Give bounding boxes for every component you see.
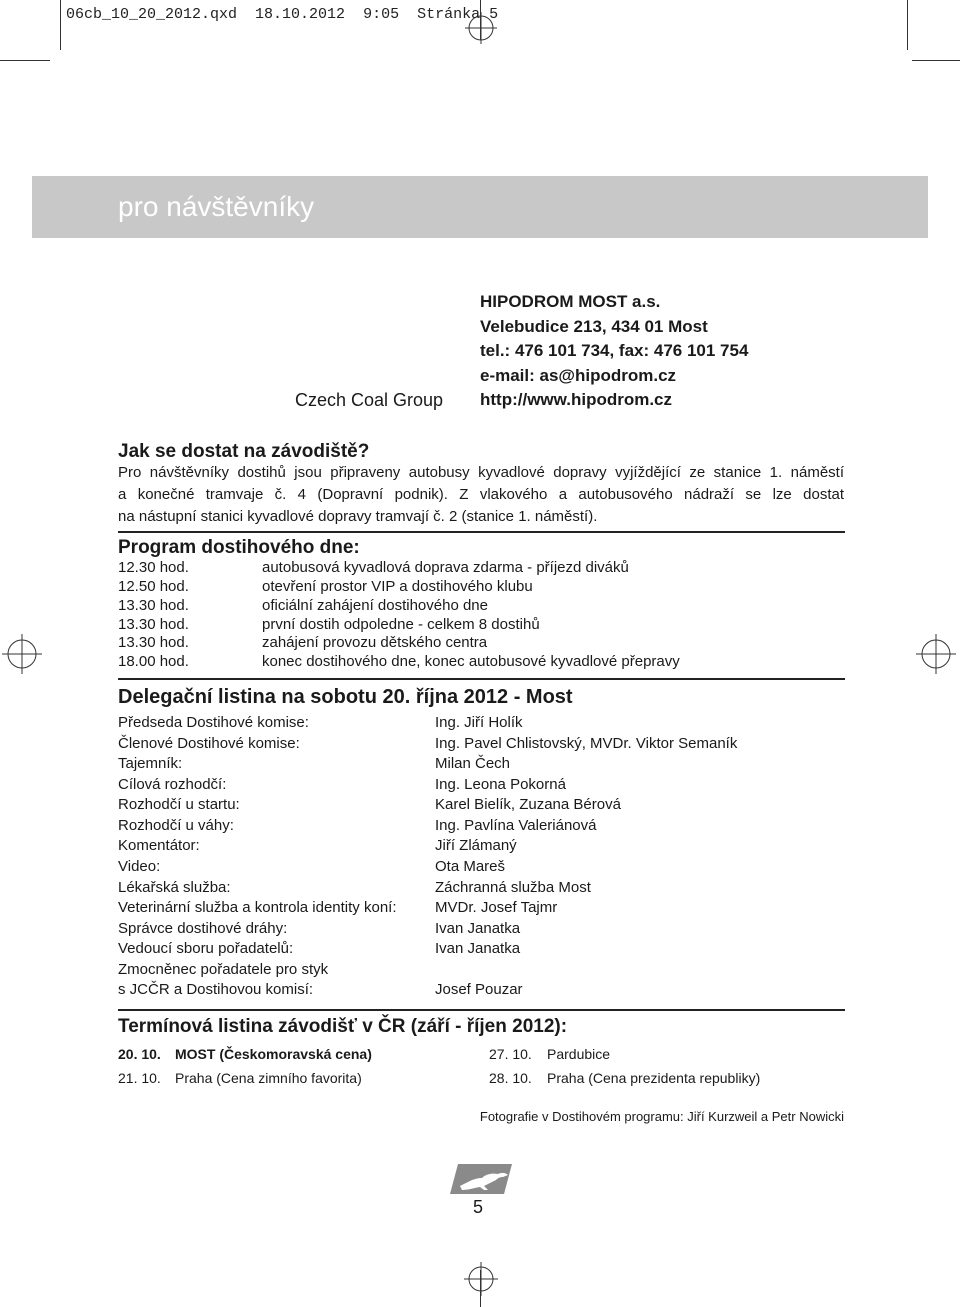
delegation-name: Ing. Jiří Holík xyxy=(435,714,523,731)
delegation-name: Karel Bielík, Zuzana Bérová xyxy=(435,796,621,813)
program-text: konec dostihového dne, konec autobusové kyvadlové přepravy xyxy=(262,653,680,670)
contact-email[interactable]: e-mail: as@hipodrom.cz xyxy=(480,365,677,385)
program-text: první dostih odpoledne - celkem 8 dostihů xyxy=(262,616,540,633)
photo-credits: Fotografie v Dostihovém programu: Jiří Kurzweil a Petr Nowicki xyxy=(479,1109,844,1124)
brand-name: Czech Coal Group xyxy=(295,390,444,410)
delegation-name: Ivan Janatka xyxy=(435,940,521,957)
delegation-role: Cílová rozhodčí: xyxy=(118,776,227,793)
delegation-role: Komentátor: xyxy=(118,837,200,854)
registration-mark-right xyxy=(916,634,956,674)
page-number: 5 xyxy=(473,1197,484,1217)
program-time: 13.30 hod. xyxy=(118,597,189,614)
contact-website[interactable]: http://www.hipodrom.cz xyxy=(480,390,673,409)
delegation-role: s JCČR a Dostihovou komisí: xyxy=(118,981,314,998)
program-text: autobusová kyvadlová doprava zdarma - příjezd diváků xyxy=(262,559,629,576)
delegation-heading: Delegační listina na sobotu 20. října 2012 - Most xyxy=(118,686,573,708)
contact-address: Velebudice 213, 434 01 Most xyxy=(480,316,708,336)
delegation-role: Členové Dostihové komise: xyxy=(118,735,300,752)
registration-mark-bottom xyxy=(464,1262,498,1296)
delegation-name: Ing. Pavlína Valeriánová xyxy=(435,817,597,834)
schedule-place: Praha (Cena zimního favorita) xyxy=(175,1070,362,1086)
program-time: 12.30 hod. xyxy=(118,559,189,576)
delegation-role: Veterinární služba a kontrola identity koní: xyxy=(118,899,397,916)
delegation-role: Správce dostihové dráhy: xyxy=(118,920,288,937)
program-heading: Program dostihového dne: xyxy=(118,537,360,558)
directions-line: Pro návštěvníky dostihů jsou připraveny autobusy kyvadlové dopravy vyjíždějící ze stanice 1. náměstí xyxy=(118,464,844,481)
contact-company: HIPODROM MOST a.s. xyxy=(480,292,661,311)
program-time: 12.50 hod. xyxy=(118,578,189,595)
directions-line: a konečné tramvaje č. 4 (Dopravní podnik). Z vlakového a autobusového nádraží se lze dostat xyxy=(118,486,844,503)
crop-mark xyxy=(60,0,61,50)
directions-line: na nástupní stanici kyvadlové dopravy tramvají č. 2 (stanice 1. náměstí). xyxy=(118,508,598,525)
schedule-date: 28. 10. xyxy=(489,1070,532,1086)
schedule-date: 27. 10. xyxy=(489,1046,532,1062)
delegation-name: MVDr. Josef Tajmr xyxy=(435,899,558,916)
delegation-name: Jiří Zlámaný xyxy=(435,837,517,854)
delegation-role: Tajemník: xyxy=(118,755,183,772)
contact-phone: tel.: 476 101 734, fax: 476 101 754 xyxy=(480,341,749,360)
schedule-place: MOST (Českomoravská cena) xyxy=(175,1046,372,1062)
slug-line xyxy=(66,6,498,23)
directions-text xyxy=(118,462,844,528)
delegation-role: Předseda Dostihové komise: xyxy=(118,714,309,731)
program-text: oficiální zahájení dostihového dne xyxy=(262,597,488,614)
crop-mark xyxy=(907,0,908,50)
crop-mark xyxy=(912,60,960,61)
slug-date: 18.10.2012 xyxy=(255,6,346,23)
schedule-date: 21. 10. xyxy=(118,1070,161,1086)
program-time: 13.30 hod. xyxy=(118,616,189,633)
program-rule xyxy=(118,531,845,533)
delegation-role: Vedoucí sboru pořadatelů: xyxy=(118,940,294,957)
delegation-role: Lékařská služba: xyxy=(118,879,231,896)
schedule-place: Pardubice xyxy=(547,1046,611,1062)
registration-mark-left xyxy=(2,634,42,674)
program-text: otevření prostor VIP a dostihového klubu xyxy=(262,578,533,595)
slug-page: Stránka 5 xyxy=(417,6,499,23)
program-time: 13.30 hod. xyxy=(118,634,189,651)
delegation-role: Rozhodčí u startu: xyxy=(118,796,240,813)
slug-time: 9:05 xyxy=(363,6,400,23)
program-text: zahájení provozu dětského centra xyxy=(262,634,488,651)
schedule-heading: Termínová listina závodišť v ČR (září - říjen 2012): xyxy=(118,1016,568,1037)
slug-file: 06cb_10_20_2012.qxd xyxy=(66,6,238,23)
crop-mark xyxy=(0,60,50,61)
delegation-name: Ing. Leona Pokorná xyxy=(435,776,566,793)
delegation-name: Ota Mareš xyxy=(435,858,506,875)
page-title: pro návštěvníky xyxy=(118,191,315,222)
delegation-rule xyxy=(118,678,845,680)
program-time: 18.00 hod. xyxy=(118,653,189,670)
delegation-role: Video: xyxy=(118,858,161,875)
delegation-name: Josef Pouzar xyxy=(435,981,523,998)
delegation-name: Ivan Janatka xyxy=(435,920,521,937)
delegation-name: Ing. Pavel Chlistovský, MVDr. Viktor Semaník xyxy=(435,735,738,752)
delegation-role: Zmocněnec pořadatele pro styk xyxy=(118,961,329,978)
delegation-name: Milan Čech xyxy=(435,755,511,772)
contact-block xyxy=(480,290,748,413)
schedule-date: 20. 10. xyxy=(118,1046,161,1062)
schedule-place: Praha (Cena prezidenta republiky) xyxy=(547,1070,761,1086)
delegation-role: Rozhodčí u váhy: xyxy=(118,817,234,834)
horse-logo-icon xyxy=(448,1160,514,1196)
directions-heading: Jak se dostat na závodiště? xyxy=(118,441,370,462)
delegation-name: Záchranná služba Most xyxy=(435,879,591,896)
schedule-rule xyxy=(118,1009,845,1011)
